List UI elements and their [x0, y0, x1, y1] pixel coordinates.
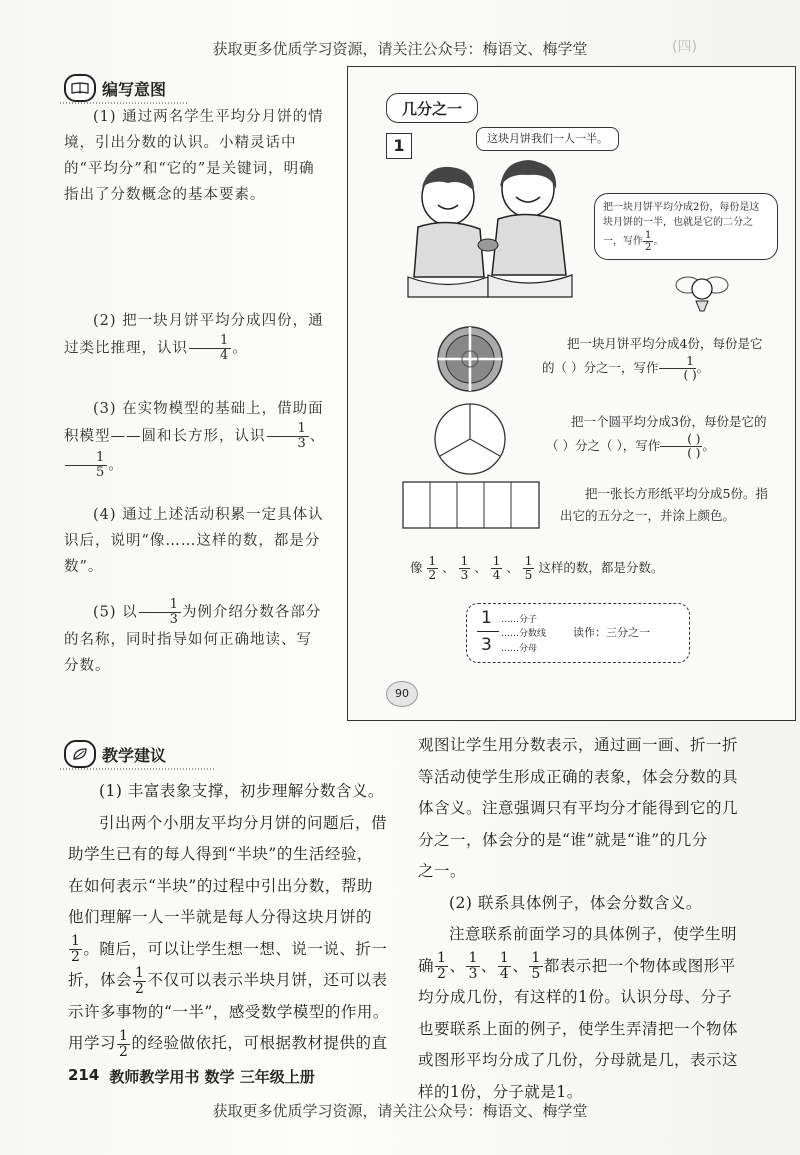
fractions-definition: 像 $\frac{1}{2}$ 、 $\frac{1}{3}$ 、 $\frac{1}{4}$ 、 $\frac{1}{5}$ 这样的数，都是分数。	[410, 554, 664, 582]
parts-fraction-bar	[477, 631, 499, 632]
suggestions-title: 教学建议	[102, 745, 167, 765]
fraction: $\frac{1}{5}$	[65, 451, 107, 480]
fraction: $\frac{1}{2}$	[71, 933, 81, 965]
fraction: $\frac{1}{2}$	[437, 950, 447, 982]
watermark-bottom: 获取更多优质学习资源，请关注公众号：梅语文、梅学堂	[212, 1102, 588, 1120]
fraction: $\frac{1}{5}$	[531, 950, 541, 982]
fraction: $\frac{1}{2}$	[428, 554, 437, 582]
question-fifth: 把一张长方形纸平均分成5份。指出它的五分之一，并涂上颜色。	[560, 486, 768, 523]
parts-denominator: 3	[481, 635, 492, 655]
intent-paragraph-4: (4) 通过上述活动积累一定具体认识后，说明“像……这样的数，都是分数”。	[64, 507, 324, 575]
text-line: 均分成几份，有这样的1份。认识分母、分子	[418, 988, 733, 1006]
fraction: $\frac{1}{2}$	[645, 230, 652, 253]
fraction: $\frac{1}{3}$	[139, 598, 181, 627]
suggestions-right-column	[418, 730, 758, 1108]
heading-underline	[60, 766, 220, 772]
text-line: 等活动使学生形成正确的表象，体会分数的具	[418, 767, 739, 786]
text-line: 在如何表示“半块”的过程中引出分数，帮助	[68, 876, 373, 895]
suggestions-heading	[64, 740, 166, 768]
text-line: 分之一，体会分的是“谁”就是“谁”的几分	[418, 830, 708, 849]
fraction: $\frac{1}{4}$	[492, 554, 501, 582]
intent-paragraph-5: (5) 以 $\frac{1}{3}$ 为例介绍分数各部分的名称，同时指导如何正确地读、写分数。	[64, 597, 322, 674]
text-line: 体含义。注意强调只有平均分才能得到它的几	[418, 799, 739, 817]
fraction: $\frac{1}{5}$	[524, 554, 533, 582]
intent-paragraph-3: (3) 在实物模型的基础上，借助面积模型——圆和长方形，认识 $\frac{1}{3}$ 、 $\frac{1}{5}$ 。	[64, 401, 326, 480]
rectangle-fifths	[402, 481, 540, 529]
textbook-page-number: 90	[386, 681, 418, 707]
page-footer	[68, 1066, 315, 1087]
text-line: 用学习 $\frac{1}{2}$ 的经验做依托，可根据教材提供的直	[68, 1027, 388, 1060]
text-line: (1) 丰富表象支撑，初步理解分数含义。	[99, 782, 384, 800]
text-line: 也要联系上面的例子，使学生弄清把一个物体	[418, 1019, 739, 1038]
question-third: 把一个圆平均分成3份，每份是它的（ ）分之（ ），写作 $\frac{( )}{( )}$ 。	[546, 414, 767, 460]
children-illustration	[388, 157, 588, 307]
text-line: 之一。	[418, 862, 467, 880]
intent-heading	[64, 74, 166, 102]
text-line: 引出两个小朋友平均分月饼的问题后，借	[99, 813, 388, 832]
intent-paragraph-2: (2) 把一块月饼平均分成四份，通过类比推理，认识 $\frac{1}{4}$ 。	[64, 313, 324, 363]
lesson-title: 几分之一	[386, 93, 478, 123]
example-number: 1	[386, 133, 412, 159]
suggestions-left-column	[68, 776, 406, 1060]
text-line: (2) 联系具体例子，体会分数含义。	[449, 893, 702, 912]
page-number: 214	[68, 1066, 100, 1084]
textbook-excerpt	[347, 66, 796, 721]
text-line: 样的1份，分子就是1。	[418, 1082, 583, 1101]
text-line: 注意联系前面学习的具体例子，使学生明	[449, 925, 738, 943]
text-line: $\frac{1}{2}$ 。随后，可以让学生想一想、说一说、折一	[71, 933, 388, 965]
text-line: 或图形平均分成了几份，分母就是几，表示这	[418, 1051, 739, 1069]
book-icon	[64, 74, 96, 102]
parts-numerator: 1	[481, 608, 492, 628]
intent-paragraph-1: (1) 通过两名学生平均分月饼的情境，引出分数的认识。小精灵话中的“平均分”和“它的”是关键词，明确指出了分数概念的基本要素。	[64, 109, 324, 203]
label-numerator: ……分子	[501, 615, 538, 625]
fraction: $\frac{1}{2}$	[119, 1027, 129, 1060]
text-line: 助学生已有的每人得到“半块”的生活经验，	[68, 845, 373, 863]
circle-thirds	[432, 401, 508, 477]
question-quarter: 把一块月饼平均分成4份，每份是它的（ ）分之一，写作 $\frac{1}{( )}$ 。	[542, 336, 763, 382]
text-line: 他们理解一人一半就是每人分得这块月饼的	[68, 908, 373, 926]
header-faint-text: (四)	[672, 39, 697, 55]
leaf-icon	[64, 740, 96, 768]
fraction: $\frac{( )}{( )}$	[660, 433, 702, 460]
intent-title: 编写意图	[102, 79, 167, 99]
fraction: $\frac{1}{4}$	[499, 950, 510, 982]
fraction: $\frac{1}{2}$	[135, 964, 145, 997]
label-fraction-bar: ……分数线	[501, 629, 547, 639]
fraction-parts-box	[466, 603, 690, 663]
speech-bubble-2: 把一块月饼平均分成2份，每份是这块月饼的一半，也就是它的二分之一，写作 $\frac{1}{2}$ 。	[594, 193, 778, 260]
label-denominator: ……分母	[501, 644, 538, 654]
watermark-top: 获取更多优质学习资源，请关注公众号：梅语文、梅学堂	[212, 40, 588, 58]
text-line: 观图让学生用分数表示，通过画一画、折一折	[418, 736, 739, 754]
read-as-text: 读作：三分之一	[573, 626, 650, 639]
fairy-illustration	[674, 267, 730, 313]
fraction: $\frac{1}{3}$	[468, 950, 478, 982]
mooncake-quarters	[436, 325, 504, 393]
fraction: $\frac{1}{3}$	[267, 422, 309, 451]
speech-bubble-1: 这块月饼我们一人一半。	[476, 127, 619, 151]
fraction: $\frac{1}{3}$	[460, 554, 469, 582]
fraction: $\frac{1}{( )}$	[658, 355, 696, 382]
text-line: 示许多事物的“一半”，感受数学模型的作用。	[68, 1002, 389, 1021]
text-line: 确 $\frac{1}{2}$ 、 $\frac{1}{3}$ 、 $\frac{1}{4}$ 、 $\frac{1}{5}$ 都表示把一个物体或图形平	[418, 950, 736, 982]
fraction: $\frac{1}{4}$	[189, 334, 231, 363]
book-title: 教师教学用书 数学 三年级上册	[109, 1068, 315, 1086]
text-line: 折，体会 $\frac{1}{2}$ 不仅可以表示半块月饼，还可以表	[68, 964, 388, 997]
